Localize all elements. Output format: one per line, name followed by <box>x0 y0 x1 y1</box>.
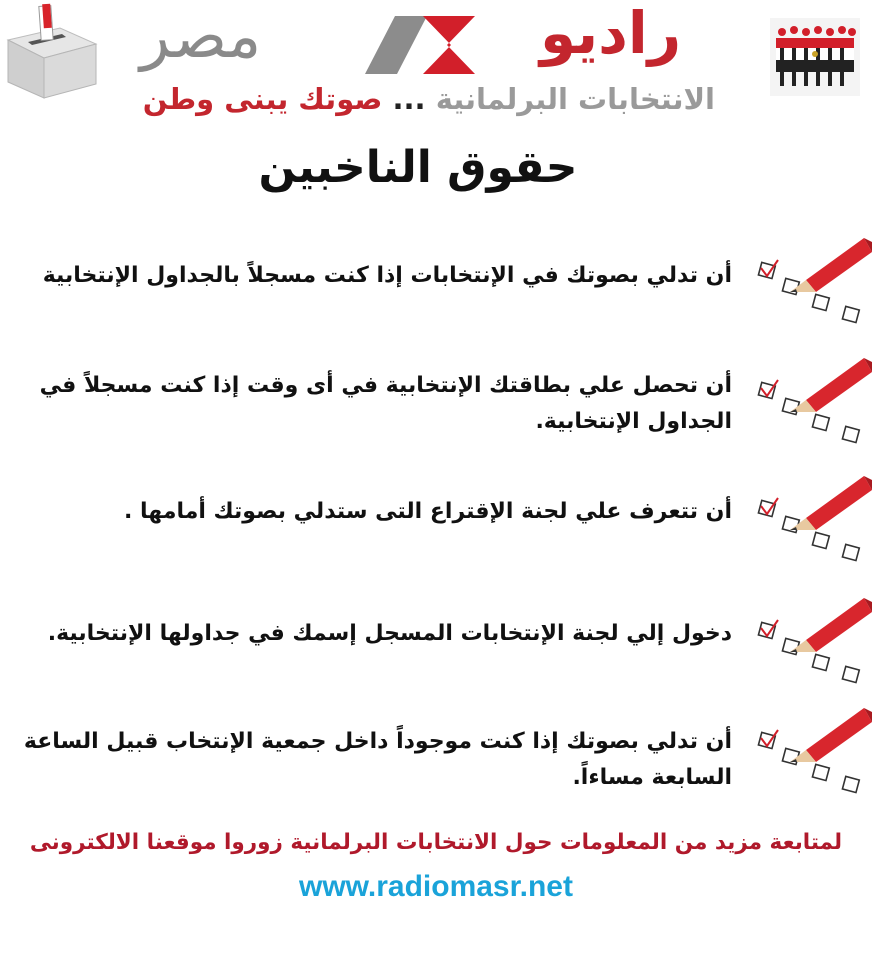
pencil-checkbox-icon <box>754 468 872 568</box>
crowd-flag-icon <box>770 18 860 96</box>
right-text: أن تدلي بصوتك في الإنتخابات إذا كنت مسجلاً بالجداول الإنتخابية <box>42 263 732 288</box>
right-text: أن تتعرف علي لجنة الإقتراع التى ستدلي بصوتك أمامها . <box>124 499 732 524</box>
tagline <box>0 82 715 117</box>
radio-logo-text: راديو <box>540 0 682 67</box>
right-text: دخول إلي لجنة الإنتخابات المسجل إسمك في جداولها الإنتخابية. <box>47 621 732 646</box>
chevron-icon <box>365 16 475 74</box>
right-text: أن تحصل علي بطاقتك الإنتخابية في أى وقت إذا كنت مسجلاً في الجداول الإنتخابية. <box>39 373 732 434</box>
tagline-elections: الانتخابات البرلمانية <box>435 82 715 116</box>
tagline-dots: ... <box>392 82 426 116</box>
footer-note: لمتابعة مزيد من المعلومات حول الانتخابات البرلمانية زوروا موقعنا الالكترونى <box>29 830 843 855</box>
masr-logo-text: مصر <box>140 2 262 71</box>
pencil-checkbox-icon <box>754 590 872 690</box>
right-text: أن تدلي بصوتك إذا كنت موجوداً داخل جمعية الإنتخاب قبيل الساعة السابعة مساءاً. <box>23 729 732 790</box>
tagline-slogan: صوتك يبنى وطن <box>142 82 383 116</box>
page-title: حقوق الناخبين <box>258 142 578 193</box>
pencil-checkbox-icon <box>754 230 872 330</box>
pencil-checkbox-icon <box>754 700 872 800</box>
pencil-checkbox-icon <box>754 350 872 450</box>
website-link[interactable]: www.radiomasr.net <box>299 870 573 903</box>
